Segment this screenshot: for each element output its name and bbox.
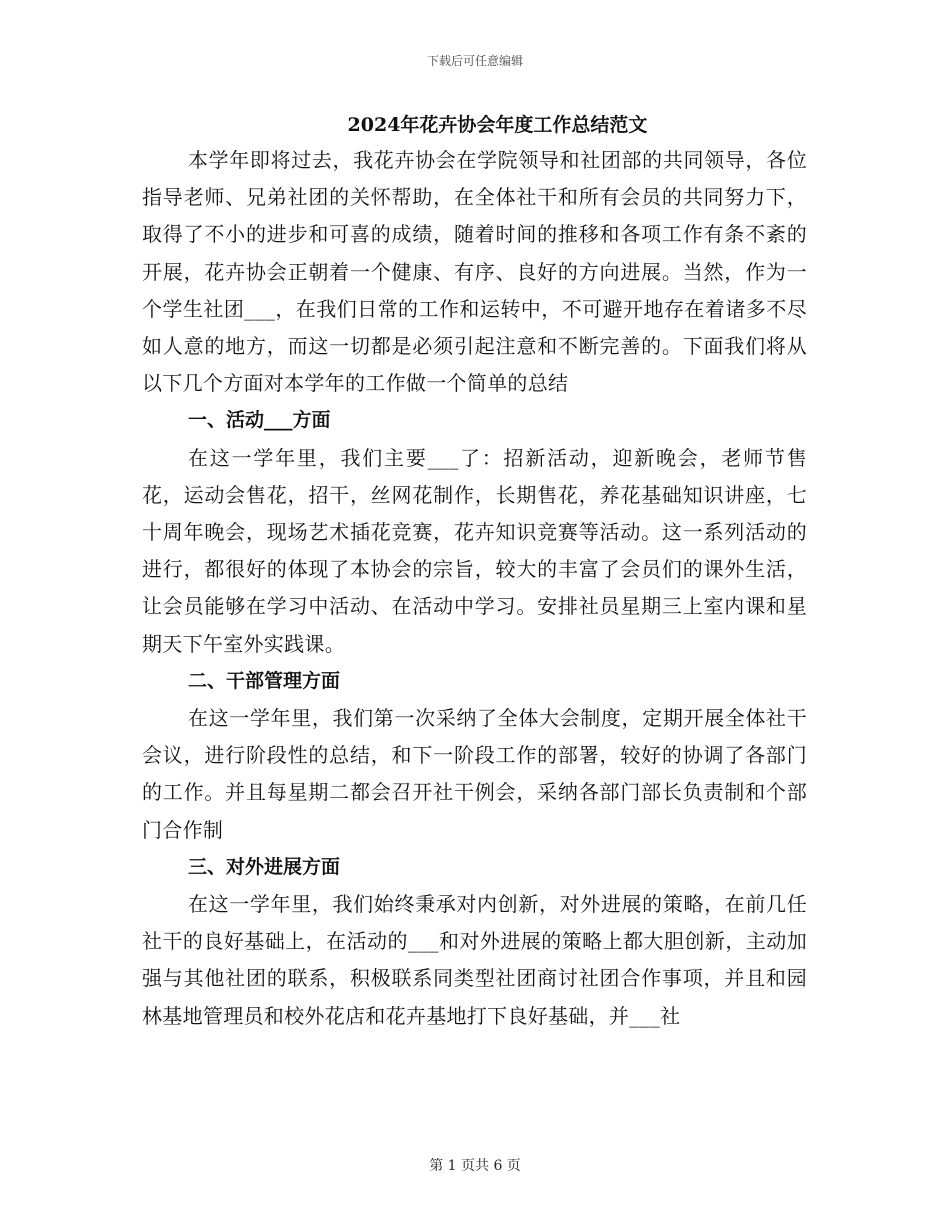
section-heading-external-development: 三、对外进展方面 bbox=[188, 855, 341, 878]
section-body-external-development: 在这一学年里，我们始终秉承对内创新，对外进展的策略，在前几任社干的良好基础上，在活动的___和对外进展的策略上都大胆创新，主动加强与其他社团的联系，积极联系同类型社团商讨社团合作事项，并且和园林基地管理员和校外花店和花卉基地打下良好基础，并___社 bbox=[142, 892, 807, 1028]
intro-paragraph: 本学年即将过去，我花卉协会在学院领导和社团部的共同领导，各位指导老师、兄弟社团的关怀帮助，在全体社干和所有会员的共同努力下，取得了不小的进步和可喜的成绩，随着时间的推移和各项工作有条不紊的开展，花卉协会正朝着一个健康、有序、良好的方向进展。当然，作为一个学生社团___，在我们日常的工作和运转中，不可避开地存在着诸多不尽如人意的地方，而这一切都是必须引起注意和不断完善的。下面我们将从以下几个方面对本学年的工作做一个简单的总结 bbox=[142, 148, 807, 396]
section-body-activities: 在这一学年里，我们主要___了：招新活动，迎新晚会，老师节售花，运动会售花，招干，丝网花制作，长期售花，养花基础知识讲座，七十周年晚会，现场艺术插花竞赛，花卉知识竞赛等活动。这一系列活动的进行，都很好的体现了本协会的宗旨，较大的丰富了会员们的课外生活，让会员能够在学习中活动、在活动中学习。安排社员星期三上室内课和星期天下午室外实践课。 bbox=[142, 445, 807, 656]
section-body-cadre-management: 在这一学年里，我们第一次采纳了全体大会制度，定期开展全体社干会议，进行阶段性的总结，和下一阶段工作的部署，较好的协调了各部门的工作。并且每星期二都会召开社干例会，采纳各部门部长负责制和个部门合作制 bbox=[142, 706, 807, 842]
page-footer: 第 1 页共 6 页 bbox=[429, 1158, 521, 1174]
document-body bbox=[142, 112, 807, 1035]
document-title: 2024年花卉协会年度工作总结范文 bbox=[347, 114, 648, 136]
section-heading-cadre-management: 二、干部管理方面 bbox=[188, 669, 341, 692]
page-header: 下载后可任意编辑 bbox=[426, 54, 523, 68]
section-heading-activities: 一、活动___方面 bbox=[188, 409, 331, 432]
